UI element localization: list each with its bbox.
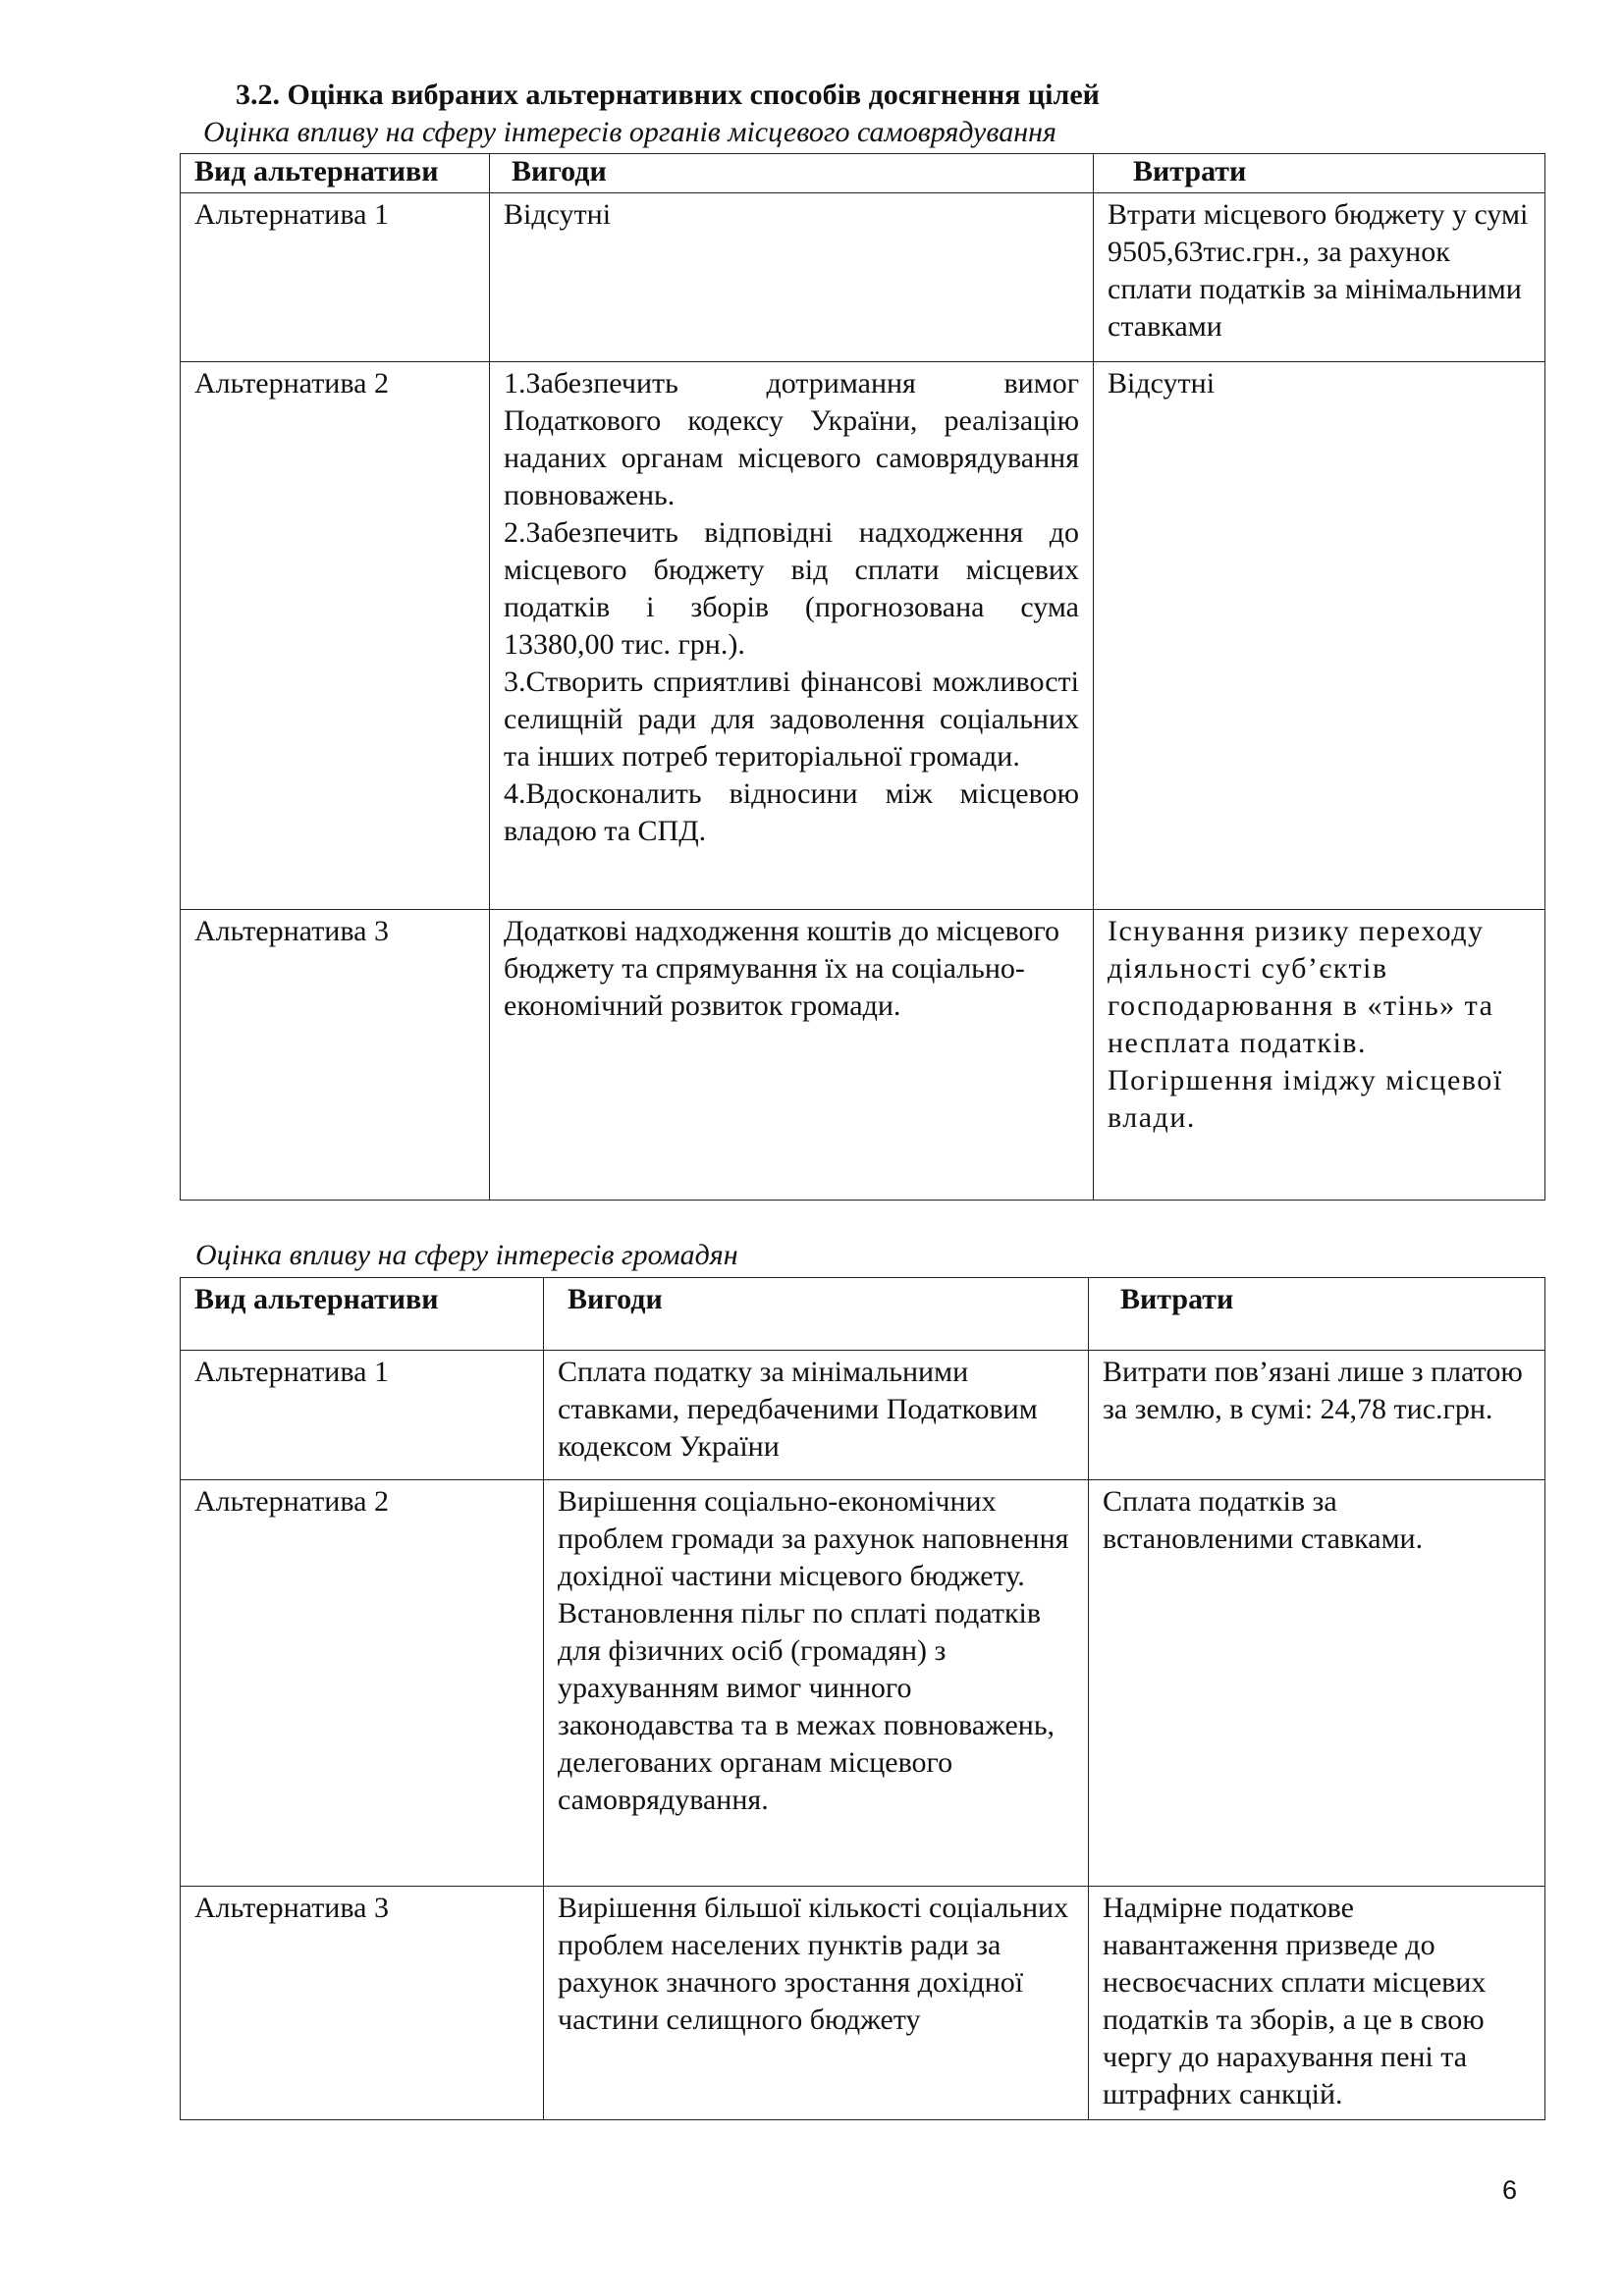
header-alternative: Вид альтернативи	[181, 1278, 544, 1351]
header-costs: Витрати	[1094, 154, 1545, 193]
header-benefits: Вигоди	[490, 154, 1094, 193]
alternative-name: Альтернатива 1	[181, 193, 490, 362]
benefit-item: 3.Створить сприятливі фінансові можливості селищній ради для задоволення соціальних та інших потреб територіальної громади.	[504, 666, 1079, 773]
costs-cell: Витрати пов’язані лише з платою за землю, в сумі: 24,78 тис.грн.	[1089, 1351, 1545, 1480]
table-row	[181, 1887, 1545, 2120]
header-costs: Витрати	[1089, 1278, 1545, 1351]
table-header-row	[181, 154, 1545, 193]
table2-caption: Оцінка впливу на сферу інтересів громадян	[195, 1239, 738, 1271]
benefit-item: 2.Забезпечить відповідні надходження до місцевого бюджету від сплати місцевих податків і зборів (прогнозована сума 13380,00 тис. грн.).	[504, 516, 1079, 661]
benefits-cell: Додаткові надходження коштів до місцевого бюджету та спрямування їх на соціально-економічний розвиток громади.	[490, 910, 1094, 1201]
header-benefits: Вигоди	[544, 1278, 1089, 1351]
table-row	[181, 362, 1545, 910]
table-header-row	[181, 1278, 1545, 1351]
page-number: 6	[1502, 2175, 1518, 2205]
benefits-cell	[490, 362, 1094, 910]
table-row	[181, 1351, 1545, 1480]
local-government-impact-table	[180, 153, 1545, 1201]
costs-cell: Втрати місцевого бюджету у сумі 9505,63тис.грн., за рахунок сплати податків за мінімальними ставками	[1094, 193, 1545, 362]
alternative-name: Альтернатива 1	[181, 1351, 544, 1480]
alternative-name: Альтернатива 3	[181, 910, 490, 1201]
costs-cell: Існування ризику переходу діяльності суб’єктів господарювання в «тінь» та несплата податків. Погіршення іміджу місцевої влади.	[1094, 910, 1545, 1201]
header-alternative: Вид альтернативи	[181, 154, 490, 193]
benefits-cell: Відсутні	[490, 193, 1094, 362]
citizens-impact-table	[180, 1277, 1545, 2120]
benefits-cell: Вирішення більшої кількості соціальних проблем населених пунктів ради за рахунок значного зростання дохідної частини селищного бюджету	[544, 1887, 1089, 2120]
benefit-item: 1.Забезпечить дотримання вимог Податкового кодексу України, реалізацію наданих органам місцевого самоврядування повноважень.	[504, 367, 1079, 511]
costs-cell: Надмірне податкове навантаження призведе до несвоєчасних сплати місцевих податків та зборів, а це в свою чергу до нарахування пені та штрафних санкцій.	[1089, 1887, 1545, 2120]
alternative-name: Альтернатива 2	[181, 362, 490, 910]
benefits-cell: Сплата податку за мінімальними ставками, передбаченими Податковим кодексом України	[544, 1351, 1089, 1480]
benefits-cell: Вирішення соціально-економічних проблем громади за рахунок наповнення дохідної частини місцевого бюджету. Встановлення пільг по сплаті податків для фізичних осіб (громадян) з урахуванням вимог чинного законодавства та в межах повноважень, делегованих органам місцевого самоврядування.	[544, 1480, 1089, 1887]
alternative-name: Альтернатива 3	[181, 1887, 544, 2120]
alternative-name: Альтернатива 2	[181, 1480, 544, 1887]
table-row	[181, 1480, 1545, 1887]
table1-caption: Оцінка впливу на сферу інтересів органів місцевого самоврядування	[203, 116, 1056, 148]
table-row	[181, 910, 1545, 1201]
section-title: 3.2. Оцінка вибраних альтернативних способів досягнення цілей	[236, 79, 1100, 111]
costs-cell: Сплата податків за встановленими ставками.	[1089, 1480, 1545, 1887]
table-row	[181, 193, 1545, 362]
costs-cell: Відсутні	[1094, 362, 1545, 910]
benefit-item: 4.Вдосконалить відносини між місцевою владою та СПД.	[504, 777, 1079, 847]
